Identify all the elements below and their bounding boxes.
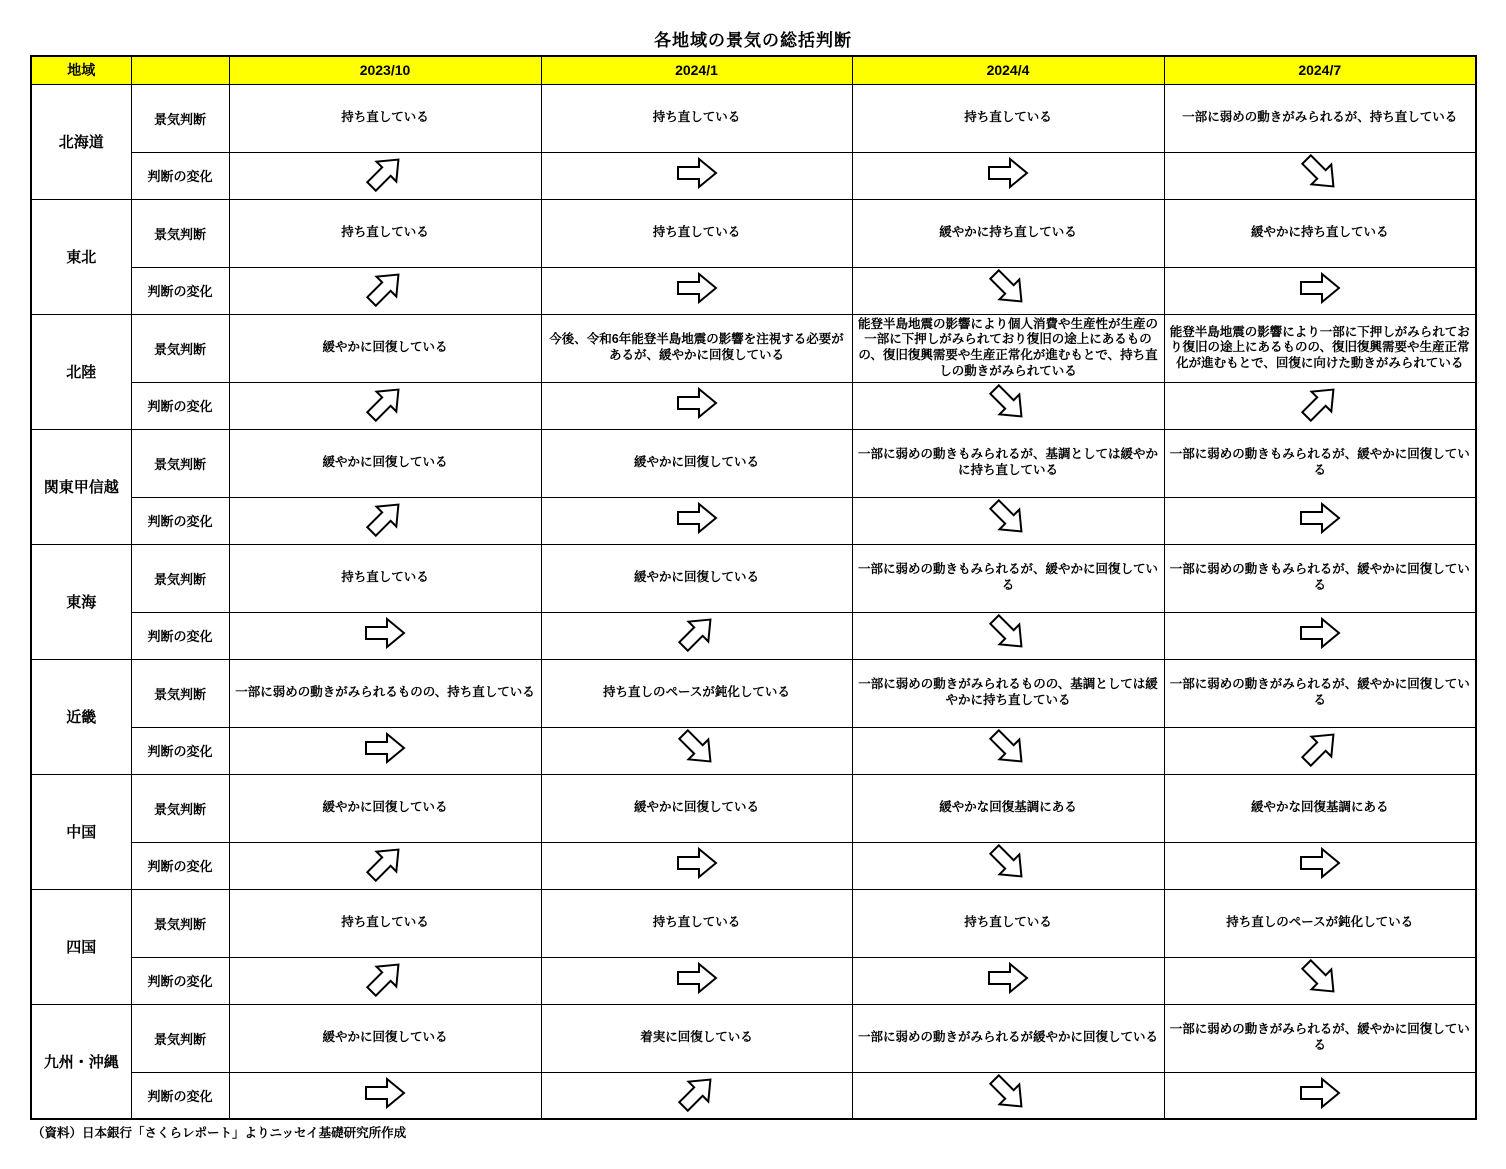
judgment-cell: 着実に回復している bbox=[541, 1004, 852, 1072]
change-arrow-cell bbox=[1164, 382, 1476, 429]
trend-right-arrow-icon bbox=[676, 961, 718, 995]
change-row-label: 判断の変化 bbox=[131, 497, 229, 544]
trend-right-arrow-icon bbox=[1299, 1076, 1341, 1110]
change-row-label: 判断の変化 bbox=[131, 382, 229, 429]
change-arrow-cell bbox=[229, 382, 541, 429]
change-arrow-cell bbox=[1164, 1072, 1476, 1119]
change-arrow-cell bbox=[541, 1072, 852, 1119]
trend-down-right-arrow-icon bbox=[1293, 152, 1347, 199]
judgment-row-label: 景気判断 bbox=[131, 1004, 229, 1072]
trend-down-right-arrow-icon bbox=[981, 497, 1035, 544]
judgment-row-label: 景気判断 bbox=[131, 199, 229, 267]
change-row-label: 判断の変化 bbox=[131, 152, 229, 199]
judgment-cell: 持ち直している bbox=[229, 84, 541, 152]
change-arrow-cell bbox=[541, 267, 852, 314]
judgment-cell: 能登半島地震の影響により一部に下押しがみられており復旧の途上にあるものの、復旧復興需要や生産正常化が進むもとで、回復に向けた動きがみられている bbox=[1164, 314, 1476, 382]
change-row-label: 判断の変化 bbox=[131, 957, 229, 1004]
trend-up-right-arrow-icon bbox=[358, 842, 412, 889]
regional-economy-summary-table bbox=[30, 55, 1477, 1120]
change-row bbox=[31, 727, 1476, 774]
change-row bbox=[31, 612, 1476, 659]
trend-right-arrow-icon bbox=[364, 1076, 406, 1110]
header-date-cell: 2024/7 bbox=[1164, 56, 1476, 84]
judgment-cell: 持ち直している bbox=[852, 889, 1164, 957]
judgment-row-label: 景気判断 bbox=[131, 774, 229, 842]
region-name: 近畿 bbox=[31, 659, 131, 774]
change-arrow-cell bbox=[1164, 152, 1476, 199]
trend-right-arrow-icon bbox=[1299, 501, 1341, 535]
trend-down-right-arrow-icon bbox=[670, 727, 724, 774]
trend-up-right-arrow-icon bbox=[1293, 727, 1347, 774]
region-name: 関東甲信越 bbox=[31, 429, 131, 544]
change-arrow-cell bbox=[229, 152, 541, 199]
trend-right-arrow-icon bbox=[364, 616, 406, 650]
judgment-cell: 一部に弱めの動きがみられるが緩やかに回復している bbox=[852, 1004, 1164, 1072]
change-arrow-cell bbox=[1164, 842, 1476, 889]
judgment-cell: 一部に弱めの動きがみられるものの、持ち直している bbox=[229, 659, 541, 727]
trend-right-arrow-icon bbox=[364, 731, 406, 765]
judgment-row bbox=[31, 659, 1476, 727]
change-arrow-cell bbox=[852, 842, 1164, 889]
judgment-row bbox=[31, 774, 1476, 842]
judgment-cell: 一部に弱めの動きがみられるが、緩やかに回復している bbox=[1164, 1004, 1476, 1072]
trend-up-right-arrow-icon bbox=[358, 152, 412, 199]
judgment-row bbox=[31, 429, 1476, 497]
change-arrow-cell bbox=[852, 267, 1164, 314]
change-arrow-cell bbox=[541, 957, 852, 1004]
change-arrow-cell bbox=[852, 497, 1164, 544]
change-row-label: 判断の変化 bbox=[131, 267, 229, 314]
judgment-cell: 持ち直している bbox=[229, 889, 541, 957]
trend-down-right-arrow-icon bbox=[981, 1072, 1035, 1119]
change-arrow-cell bbox=[852, 152, 1164, 199]
judgment-row bbox=[31, 199, 1476, 267]
header-date-cell: 2024/4 bbox=[852, 56, 1164, 84]
change-arrow-cell bbox=[852, 957, 1164, 1004]
judgment-cell: 一部に弱めの動きもみられるが、基調としては緩やかに持ち直している bbox=[852, 429, 1164, 497]
judgment-cell: 緩やかに持ち直している bbox=[1164, 199, 1476, 267]
change-arrow-cell bbox=[229, 727, 541, 774]
judgment-cell: 能登半島地震の影響により個人消費や生産性が生産の一部に下押しがみられており復旧の途上にあるものの、復旧復興需要や生産正常化が進むもとで、持ち直しの動きがみられている bbox=[852, 314, 1164, 382]
judgment-row bbox=[31, 314, 1476, 382]
change-arrow-cell bbox=[1164, 497, 1476, 544]
judgment-cell: 緩やかに回復している bbox=[541, 544, 852, 612]
judgment-row-label: 景気判断 bbox=[131, 429, 229, 497]
trend-down-right-arrow-icon bbox=[1293, 957, 1347, 1004]
change-arrow-cell bbox=[541, 612, 852, 659]
trend-down-right-arrow-icon bbox=[981, 612, 1035, 659]
trend-up-right-arrow-icon bbox=[358, 382, 412, 429]
judgment-cell: 持ち直しのペースが鈍化している bbox=[1164, 889, 1476, 957]
trend-up-right-arrow-icon bbox=[670, 612, 724, 659]
judgment-cell: 持ち直している bbox=[541, 889, 852, 957]
judgment-row bbox=[31, 84, 1476, 152]
trend-up-right-arrow-icon bbox=[1293, 382, 1347, 429]
change-row-label: 判断の変化 bbox=[131, 612, 229, 659]
header-row bbox=[31, 56, 1476, 84]
change-arrow-cell bbox=[852, 382, 1164, 429]
trend-right-arrow-icon bbox=[1299, 616, 1341, 650]
change-arrow-cell bbox=[229, 267, 541, 314]
judgment-row-label: 景気判断 bbox=[131, 889, 229, 957]
change-arrow-cell bbox=[229, 612, 541, 659]
judgment-cell: 持ち直している bbox=[852, 84, 1164, 152]
judgment-row-label: 景気判断 bbox=[131, 544, 229, 612]
trend-right-arrow-icon bbox=[676, 501, 718, 535]
judgment-cell: 一部に弱めの動きがみられるものの、基調としては緩やかに持ち直している bbox=[852, 659, 1164, 727]
change-arrow-cell bbox=[541, 727, 852, 774]
change-arrow-cell bbox=[229, 1072, 541, 1119]
change-arrow-cell bbox=[1164, 957, 1476, 1004]
judgment-cell: 持ち直しのペースが鈍化している bbox=[541, 659, 852, 727]
change-row-label: 判断の変化 bbox=[131, 842, 229, 889]
trend-down-right-arrow-icon bbox=[981, 267, 1035, 314]
change-arrow-cell bbox=[541, 497, 852, 544]
judgment-cell: 一部に弱めの動きもみられるが、緩やかに回復している bbox=[1164, 544, 1476, 612]
trend-down-right-arrow-icon bbox=[981, 842, 1035, 889]
trend-up-right-arrow-icon bbox=[670, 1072, 724, 1119]
change-row-label: 判断の変化 bbox=[131, 727, 229, 774]
header-date-cell: 2023/10 bbox=[229, 56, 541, 84]
change-row bbox=[31, 152, 1476, 199]
trend-up-right-arrow-icon bbox=[358, 957, 412, 1004]
change-arrow-cell bbox=[541, 152, 852, 199]
judgment-cell: 一部に弱めの動きもみられるが、緩やかに回復している bbox=[1164, 429, 1476, 497]
judgment-cell: 緩やかな回復基調にある bbox=[852, 774, 1164, 842]
judgment-cell: 緩やかに回復している bbox=[229, 429, 541, 497]
region-name: 東海 bbox=[31, 544, 131, 659]
region-name: 四国 bbox=[31, 889, 131, 1004]
change-arrow-cell bbox=[852, 612, 1164, 659]
judgment-row-label: 景気判断 bbox=[131, 659, 229, 727]
judgment-cell: 持ち直している bbox=[541, 199, 852, 267]
judgment-cell: 一部に弱めの動きもみられるが、緩やかに回復している bbox=[852, 544, 1164, 612]
judgment-cell: 緩やかに回復している bbox=[229, 1004, 541, 1072]
region-name: 北陸 bbox=[31, 314, 131, 429]
change-arrow-cell bbox=[1164, 727, 1476, 774]
region-name: 北海道 bbox=[31, 84, 131, 199]
change-arrow-cell bbox=[1164, 267, 1476, 314]
change-arrow-cell bbox=[852, 1072, 1164, 1119]
change-arrow-cell bbox=[229, 842, 541, 889]
change-arrow-cell bbox=[229, 497, 541, 544]
trend-down-right-arrow-icon bbox=[981, 727, 1035, 774]
header-empty-cell bbox=[131, 56, 229, 84]
judgment-cell: 緩やかな回復基調にある bbox=[1164, 774, 1476, 842]
judgment-cell: 持ち直している bbox=[229, 199, 541, 267]
trend-right-arrow-icon bbox=[676, 846, 718, 880]
judgment-cell: 今後、令和6年能登半島地震の影響を注視する必要があるが、緩やかに回復している bbox=[541, 314, 852, 382]
trend-right-arrow-icon bbox=[676, 156, 718, 190]
change-row bbox=[31, 267, 1476, 314]
judgment-row bbox=[31, 544, 1476, 612]
change-arrow-cell bbox=[852, 727, 1164, 774]
change-arrow-cell bbox=[541, 382, 852, 429]
judgment-cell: 緩やかに持ち直している bbox=[852, 199, 1164, 267]
region-name: 東北 bbox=[31, 199, 131, 314]
change-arrow-cell bbox=[229, 957, 541, 1004]
trend-right-arrow-icon bbox=[676, 271, 718, 305]
change-row bbox=[31, 842, 1476, 889]
change-row bbox=[31, 1072, 1476, 1119]
judgment-row-label: 景気判断 bbox=[131, 314, 229, 382]
judgment-row bbox=[31, 1004, 1476, 1072]
trend-up-right-arrow-icon bbox=[358, 497, 412, 544]
trend-down-right-arrow-icon bbox=[981, 382, 1035, 429]
change-row bbox=[31, 497, 1476, 544]
trend-right-arrow-icon bbox=[676, 386, 718, 420]
trend-right-arrow-icon bbox=[1299, 846, 1341, 880]
source-note: （資料）日本銀行「さくらレポート」よりニッセイ基礎研究所作成 bbox=[32, 1126, 407, 1140]
change-arrow-cell bbox=[541, 842, 852, 889]
judgment-cell: 一部に弱めの動きがみられるが、緩やかに回復している bbox=[1164, 659, 1476, 727]
trend-right-arrow-icon bbox=[987, 156, 1029, 190]
judgment-cell: 一部に弱めの動きがみられるが、持ち直している bbox=[1164, 84, 1476, 152]
change-row-label: 判断の変化 bbox=[131, 1072, 229, 1119]
judgment-cell: 緩やかに回復している bbox=[229, 774, 541, 842]
change-arrow-cell bbox=[1164, 612, 1476, 659]
judgment-cell: 持ち直している bbox=[541, 84, 852, 152]
judgment-cell: 持ち直している bbox=[229, 544, 541, 612]
judgment-row bbox=[31, 889, 1476, 957]
region-name: 九州・沖縄 bbox=[31, 1004, 131, 1119]
judgment-cell: 緩やかに回復している bbox=[541, 774, 852, 842]
judgment-cell: 緩やかに回復している bbox=[541, 429, 852, 497]
header-date-cell: 2024/1 bbox=[541, 56, 852, 84]
page-title: 各地域の景気の総括判断 bbox=[654, 31, 852, 50]
region-name: 中国 bbox=[31, 774, 131, 889]
header-region-cell: 地域 bbox=[31, 56, 131, 84]
trend-right-arrow-icon bbox=[1299, 271, 1341, 305]
judgment-row-label: 景気判断 bbox=[131, 84, 229, 152]
judgment-cell: 緩やかに回復している bbox=[229, 314, 541, 382]
trend-up-right-arrow-icon bbox=[358, 267, 412, 314]
change-row bbox=[31, 382, 1476, 429]
trend-right-arrow-icon bbox=[987, 961, 1029, 995]
change-row bbox=[31, 957, 1476, 1004]
